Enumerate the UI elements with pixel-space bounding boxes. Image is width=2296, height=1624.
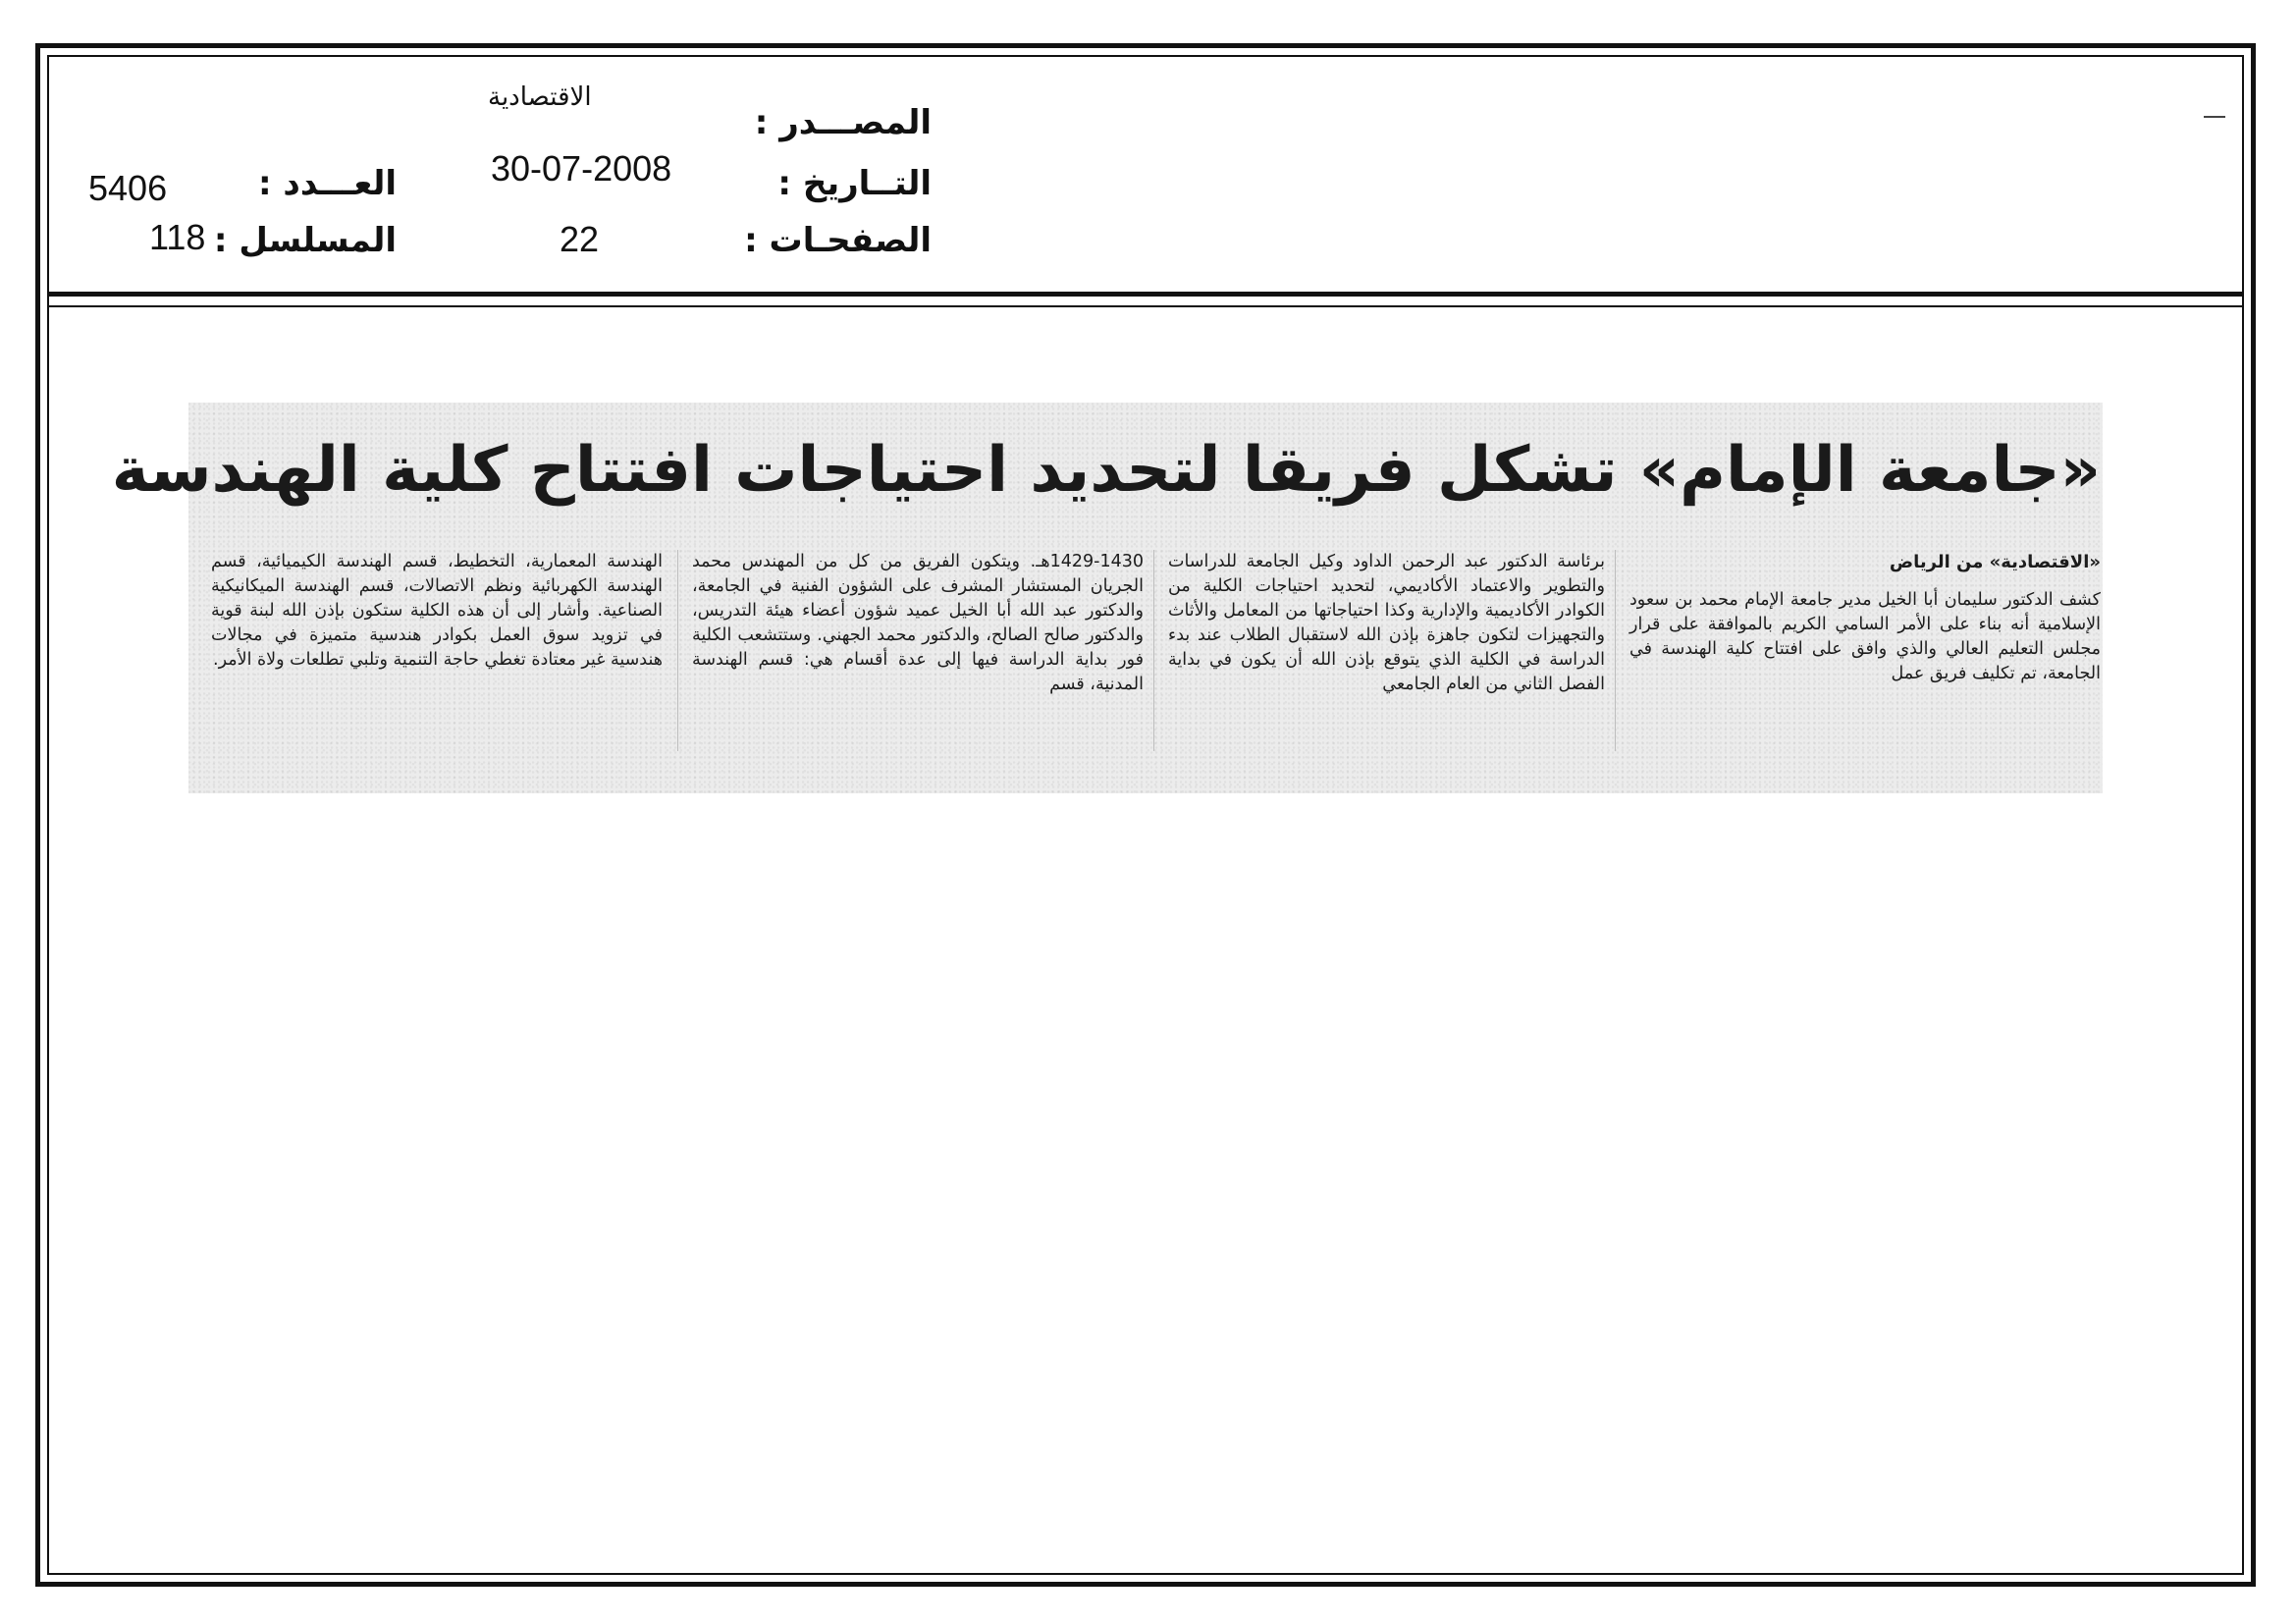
column-rule bbox=[1615, 550, 1616, 751]
source-value: الاقتصادية bbox=[488, 82, 592, 112]
issue-value: 5406 bbox=[88, 168, 168, 208]
header-divider-thin bbox=[47, 305, 2244, 307]
article-byline: «الاقتصادية» من الرياض bbox=[1889, 552, 2101, 572]
source-label: المصـــدر : bbox=[754, 103, 932, 142]
serial-value: 118 bbox=[149, 217, 206, 257]
page-frame-inner bbox=[47, 55, 2244, 1575]
column-rule bbox=[1153, 550, 1154, 751]
pages-value: 22 bbox=[560, 219, 600, 259]
column-rule bbox=[677, 550, 678, 751]
issue-label: العـــدد : bbox=[258, 164, 397, 203]
header-divider bbox=[47, 292, 2244, 297]
date-value: 30-07-2008 bbox=[491, 148, 672, 189]
article-column-2 bbox=[1168, 550, 1605, 751]
serial-label: المسلسل : bbox=[213, 221, 397, 260]
article-column-3 bbox=[692, 550, 1144, 751]
column-1-text: كشف الدكتور سليمان أبا الخيل مدير جامعة الإمام محمد بن سعود الإسلامية أنه بناء على الأمر السامي الكريم بالموافقة على قرار مجلس التعليم العالي والذي وافق على افتتاح كلية الهندسة في الجامعة، تم تكليف فريق عمل bbox=[1629, 590, 2101, 683]
column-2-text: برئاسة الدكتور عبد الرحمن الداود وكيل الجامعة للدراسات والتطوير والاعتماد الأكاديمي، لتحديد احتياجات الكلية من الكوادر الأكاديمية والإدارية وكذا احتياجاتها من المعامل والأثاث والتجهيزات لتكون جاهزة بإذن الله لاستقبال الطلاب عند بدء الدراسة في الكلية الذي يتوقع بإذن الله أن يكون في بداية الفصل الثاني من العام الجامعي bbox=[1168, 552, 1605, 694]
date-label: التــاريخ : bbox=[777, 164, 932, 203]
article-headline: «جامعة الإمام» تشكل فريقا لتحديد احتياجات افتتاح كلية الهندسة bbox=[111, 434, 2101, 507]
corner-tick-mark bbox=[2204, 116, 2225, 118]
column-4-text: الهندسة المعمارية، التخطيط، قسم الهندسة الكيميائية، قسم الهندسة الكهربائية ونظم الاتصالات، قسم الهندسة الميكانيكية الصناعية. وأشار إلى أن هذه الكلية ستكون بإذن الله لبنة قوية في تزويد سوق العمل بكوادر هندسية متميزة في مجالات هندسية غير معتادة تغطي حاجة التنمية وتلبي تطلعات ولاة الأمر. bbox=[211, 552, 663, 670]
pages-label: الصفحـات : bbox=[744, 221, 932, 260]
column-3-text: 1429-1430هـ. ويتكون الفريق من كل من المهندس محمد الجريان المستشار المشرف على الشؤون الفنية في الجامعة، والدكتور عبد الله أبا الخيل عميد شؤون أعضاء هيئة التدريس، والدكتور صالح الصالح، والدكتور محمد الجهني. وستتشعب الكلية فور بداية الدراسة فيها إلى عدة أقسام هي: قسم الهندسة المدنية، قسم bbox=[692, 552, 1144, 694]
article-column-1 bbox=[1629, 550, 2101, 751]
article-column-4 bbox=[211, 550, 663, 751]
